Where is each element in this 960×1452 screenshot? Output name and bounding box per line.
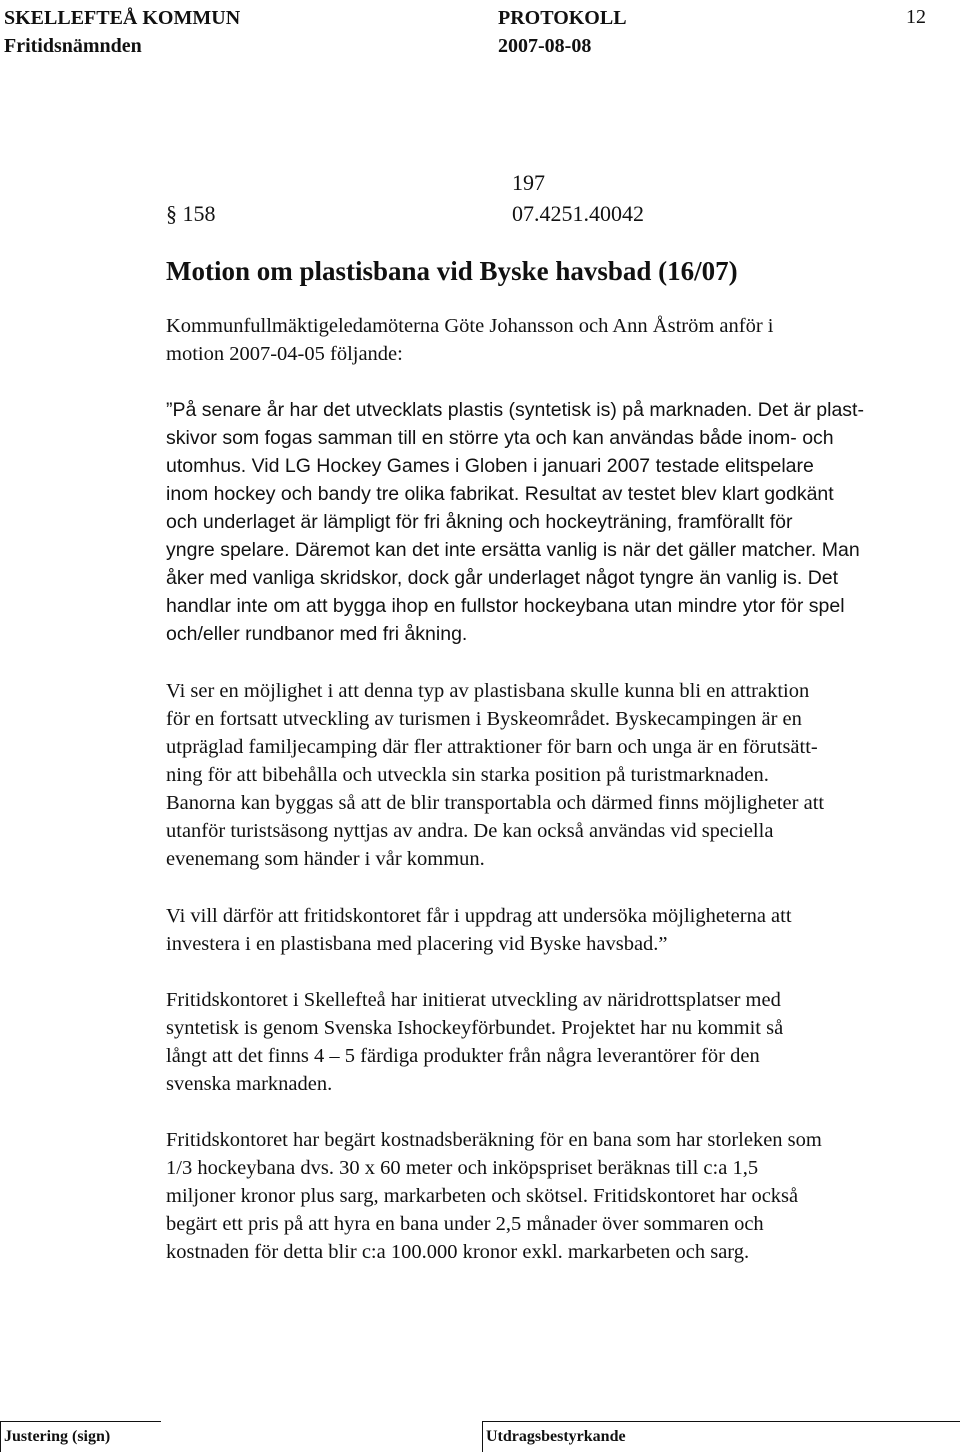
meeting-date: 2007-08-08	[498, 35, 592, 57]
doc-type: PROTOKOLL	[498, 7, 627, 29]
diary-number: 07.4251.40042	[512, 201, 644, 226]
paragraph-number: § 158	[166, 201, 216, 226]
body-paragraph-3: Vi vill därför att fritidskontoret får i uppdrag att undersöka möjligheterna att investera i en plastisbana med placering vid Byske havsbad.”	[166, 905, 792, 955]
body-paragraph-5: Fritidskontoret har begärt kostnadsberäkning för en bana som har storleken som 1/3 hockeybana dvs. 30 x 60 meter och inköpspriset beräknas till c:a 1,5 miljoner kronor plus sarg, markarbeten och skötsel. Fritidskontoret har också begärt ett pris på att hyra en bana under 2,5 månader över sommaren och kostnaden för detta blir c:a 100.000 kronor exkl. markarbeten och sarg.	[166, 1129, 822, 1263]
signature-label: Justering (sign)	[4, 1428, 111, 1445]
board-name: Fritidsnämnden	[4, 35, 142, 57]
intro-paragraph: Kommunfullmäktigeledamöterna Göte Johansson och Ann Åström anför i motion 2007-04-05 följande:	[166, 315, 774, 365]
body-paragraph-4: Fritidskontoret i Skellefteå har initierat utveckling av näridrottsplatser med syntetisk is genom Svenska Ishockeyförbundet. Projektet har nu kommit så långt att det finns 4 – 5 färdiga produkter från några leverantörer för den svenska marknaden.	[166, 989, 784, 1095]
page-title: Motion om plastisbana vid Byske havsbad (16/07)	[166, 256, 738, 286]
body-paragraph-2: Vi ser en möjlighet i att denna typ av plastisbana skulle kunna bli en attraktion för en fortsatt utveckling av turismen i Byskeområdet. Byskecampingen är en utpräglad familjecamping där fler attraktioner för barn och unga är en förutsätt- ning för att bibehålla och utveckla sin starka position på turistmarknaden. Banorna kan byggas så att de blir transportabla och därmed finns möjligheter att utanför turistsäsong nyttjas av andra. De kan också användas vid speciella evenemang som händer i vår kommun.	[166, 680, 825, 870]
certification-label: Utdragsbestyrkande	[486, 1428, 626, 1445]
motion-quote-paragraph: ”På senare år har det utvecklats plastis (syntetisk is) på marknaden. Det är plast- skivor som fogas samman till en större yta och kan användas både inom- och utomhus. Vid LG Hockey Games i Globen i januari 2007 testade elitspelare inom hockey och bandy tre olika fabrikat. Resultat av testet blev klart godkänt och underlaget är lämpligt för fri åkning och hockeyträning, framförallt för yngre spelare. Däremot kan det inte ersätta vanlig is när det gäller matcher. Man åker med vanliga skridskor, dock går underlaget något tyngre än vanlig is. Det handlar inte om att bygga ihop en fullstor hockeybana utan mindre ytor för spel och/eller rundbanor med fri åkning.	[166, 399, 864, 645]
case-number: 197	[512, 170, 545, 195]
org-name: SKELLEFTEÅ KOMMUN	[4, 7, 241, 29]
page-number: 12	[906, 6, 926, 28]
